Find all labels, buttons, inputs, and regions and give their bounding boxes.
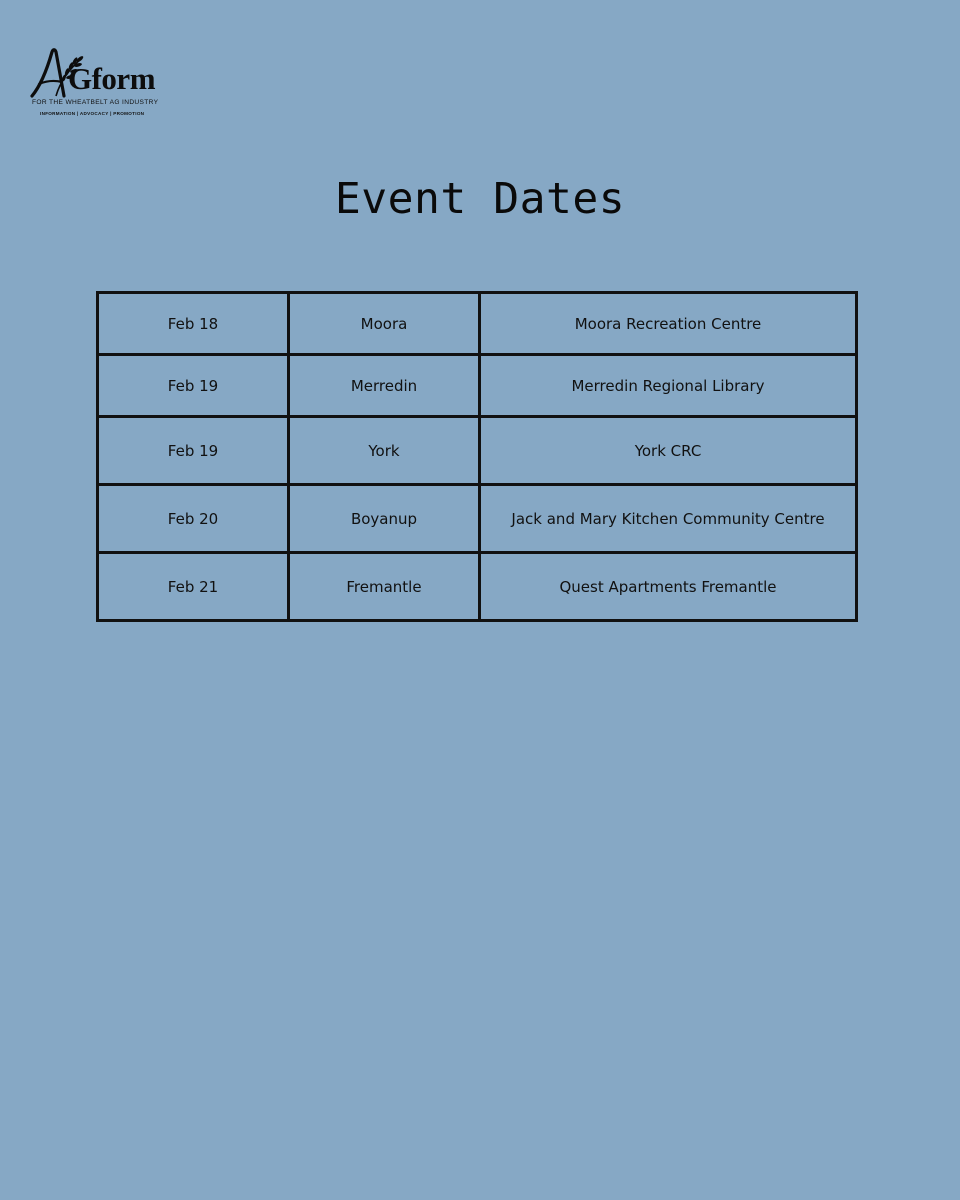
- page-title: Event Dates: [334, 174, 626, 224]
- event-town: Fremantle: [289, 553, 480, 621]
- table-row: [98, 293, 857, 355]
- event-town: Moora: [289, 293, 480, 355]
- event-town: Merredin: [289, 355, 480, 417]
- logo-subtagline: INFORMATION | ADVOCACY | PROMOTION: [40, 111, 145, 116]
- events-table: [96, 291, 858, 622]
- table-row: [98, 417, 857, 485]
- event-date: Feb 19: [98, 355, 289, 417]
- event-venue: Merredin Regional Library: [480, 355, 857, 417]
- event-venue: Quest Apartments Fremantle: [480, 553, 857, 621]
- event-venue: Jack and Mary Kitchen Community Centre: [480, 485, 857, 553]
- event-date: Feb 20: [98, 485, 289, 553]
- logo-wordmark: [68, 62, 155, 96]
- event-date: Feb 19: [98, 417, 289, 485]
- event-town: Boyanup: [289, 485, 480, 553]
- logo-tagline: FOR THE WHEATBELT AG INDUSTRY: [32, 99, 159, 106]
- event-venue: Moora Recreation Centre: [480, 293, 857, 355]
- agform-logo: [30, 46, 170, 122]
- table-row: [98, 553, 857, 621]
- event-date: Feb 18: [98, 293, 289, 355]
- event-date: Feb 21: [98, 553, 289, 621]
- event-venue: York CRC: [480, 417, 857, 485]
- event-town: York: [289, 417, 480, 485]
- table-row: [98, 355, 857, 417]
- table-row: [98, 485, 857, 553]
- logo-wordmark-text: Gform: [68, 61, 156, 96]
